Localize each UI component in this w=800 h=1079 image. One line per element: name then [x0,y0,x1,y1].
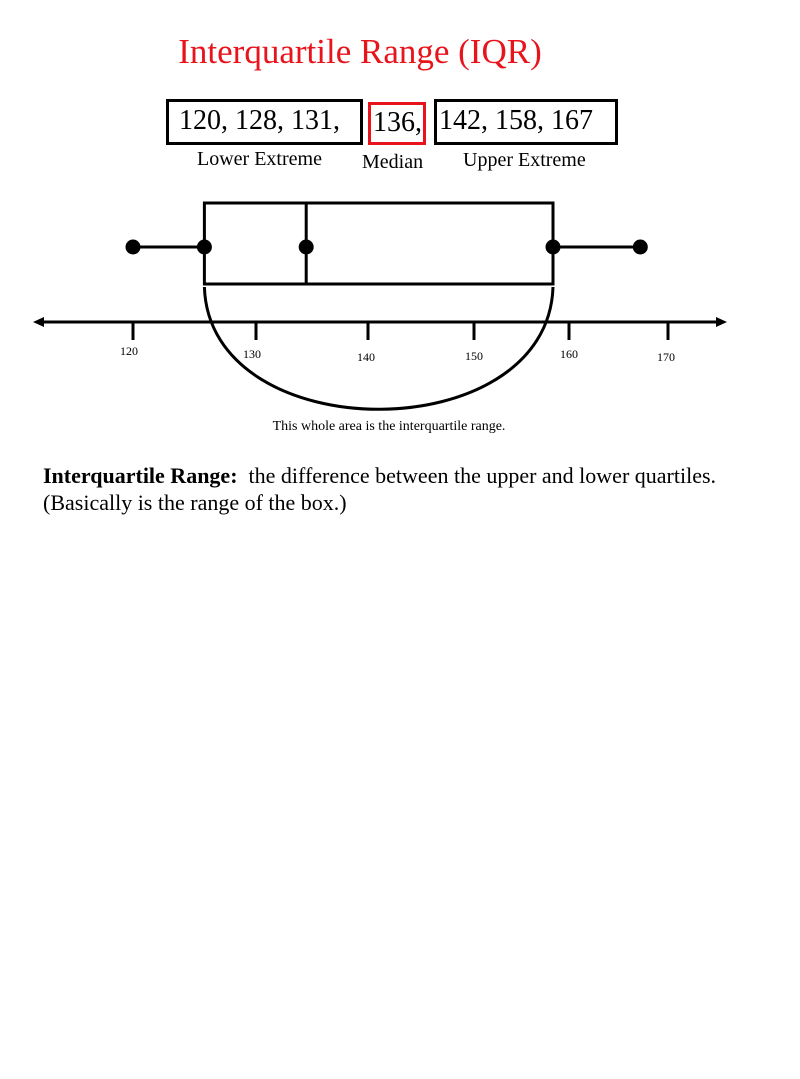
definition-term: Interquartile Range: [43,463,238,488]
box-plot [0,0,800,460]
iqr-box [204,203,553,284]
axis-tick-label-140: 140 [357,350,375,364]
q3-point [546,240,561,255]
number-line-right-arrow [716,317,727,327]
median-label: Median [362,151,424,173]
median-point [299,240,314,255]
axis-ticks [120,322,675,364]
min-point [126,240,141,255]
axis-tick-label-130: 130 [243,347,261,361]
iqr-caption: This whole area is the interquartile range. [272,419,506,434]
axis-tick-label-170: 170 [657,350,675,364]
lower-values-box: 120, 128, 131, [166,99,363,145]
definition-text: the difference between the upper and lower quartiles. (Basically is the range of the box.) [43,463,717,515]
axis-tick-label-150: 150 [465,349,483,363]
box-group [126,203,648,284]
upper-values-box: 142, 158, 167 [434,99,618,145]
definition-paragraph [43,462,743,516]
page-title: Interquartile Range (IQR) [178,32,542,71]
median-value-box: 136, [368,102,426,145]
lower-extreme-label: Lower Extreme [197,148,322,170]
max-point [633,240,648,255]
q1-point [197,240,212,255]
axis-tick-label-120: 120 [120,344,138,358]
axis-tick-label-160: 160 [560,347,578,361]
number-line-left-arrow [33,317,44,327]
upper-extreme-label: Upper Extreme [463,149,586,171]
